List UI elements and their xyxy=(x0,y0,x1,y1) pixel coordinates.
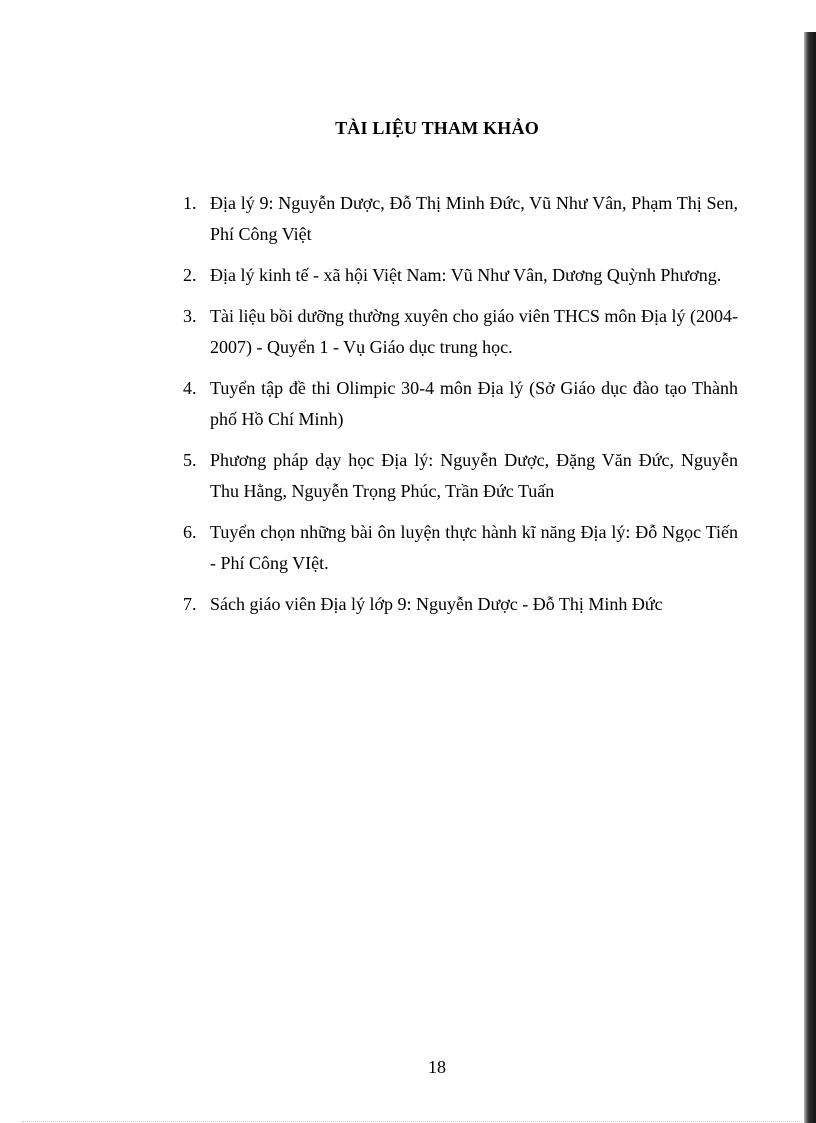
reference-item xyxy=(183,445,738,507)
page-edge-shadow xyxy=(804,32,816,1123)
reference-number: 7. xyxy=(183,594,197,614)
reference-item xyxy=(183,517,738,579)
reference-number: 2. xyxy=(183,265,197,285)
page-bottom-border xyxy=(22,1121,802,1122)
reference-text: Tài liệu bồi dưỡng thường xuyên cho giáo viên THCS môn Địa lý (2004-2007) - Quyển 1 - Vụ Giáo dục trung học. xyxy=(210,306,738,357)
reference-item xyxy=(183,188,738,250)
reference-item xyxy=(183,589,738,620)
reference-text: Sách giáo viên Địa lý lớp 9: Nguyễn Dược - Đỗ Thị Minh Đức xyxy=(210,594,663,614)
reference-number: 6. xyxy=(183,522,197,542)
reference-number: 1. xyxy=(183,193,197,213)
reference-text: Địa lý kinh tế - xã hội Việt Nam: Vũ Như Vân, Dương Quỳnh Phương. xyxy=(210,265,722,285)
page-number: 18 xyxy=(428,1057,446,1077)
reference-list xyxy=(183,188,738,630)
reference-text: Tuyển tập đề thi Olimpic 30-4 môn Địa lý (Sở Giáo dục đào tạo Thành phố Hồ Chí Minh) xyxy=(210,378,738,429)
reference-text: Tuyển chọn những bài ôn luyện thực hành kĩ năng Địa lý: Đỗ Ngọc Tiến - Phí Công VIệt. xyxy=(210,522,738,573)
reference-item xyxy=(183,301,738,363)
reference-number: 5. xyxy=(183,450,197,470)
reference-item xyxy=(183,373,738,435)
reference-number: 3. xyxy=(183,306,197,326)
reference-text: Địa lý 9: Nguyễn Dược, Đỗ Thị Minh Đức, Vũ Như Vân, Phạm Thị Sen, Phí Công Việt xyxy=(210,193,738,244)
reference-number: 4. xyxy=(183,378,197,398)
page-title: TÀI LIỆU THAM KHẢO xyxy=(335,118,539,138)
reference-item xyxy=(183,260,738,291)
reference-text: Phương pháp dạy học Địa lý: Nguyễn Dược, Đặng Văn Đức, Nguyễn Thu Hằng, Nguyễn Trọng Phúc, Trần Đức Tuấn xyxy=(210,450,738,501)
